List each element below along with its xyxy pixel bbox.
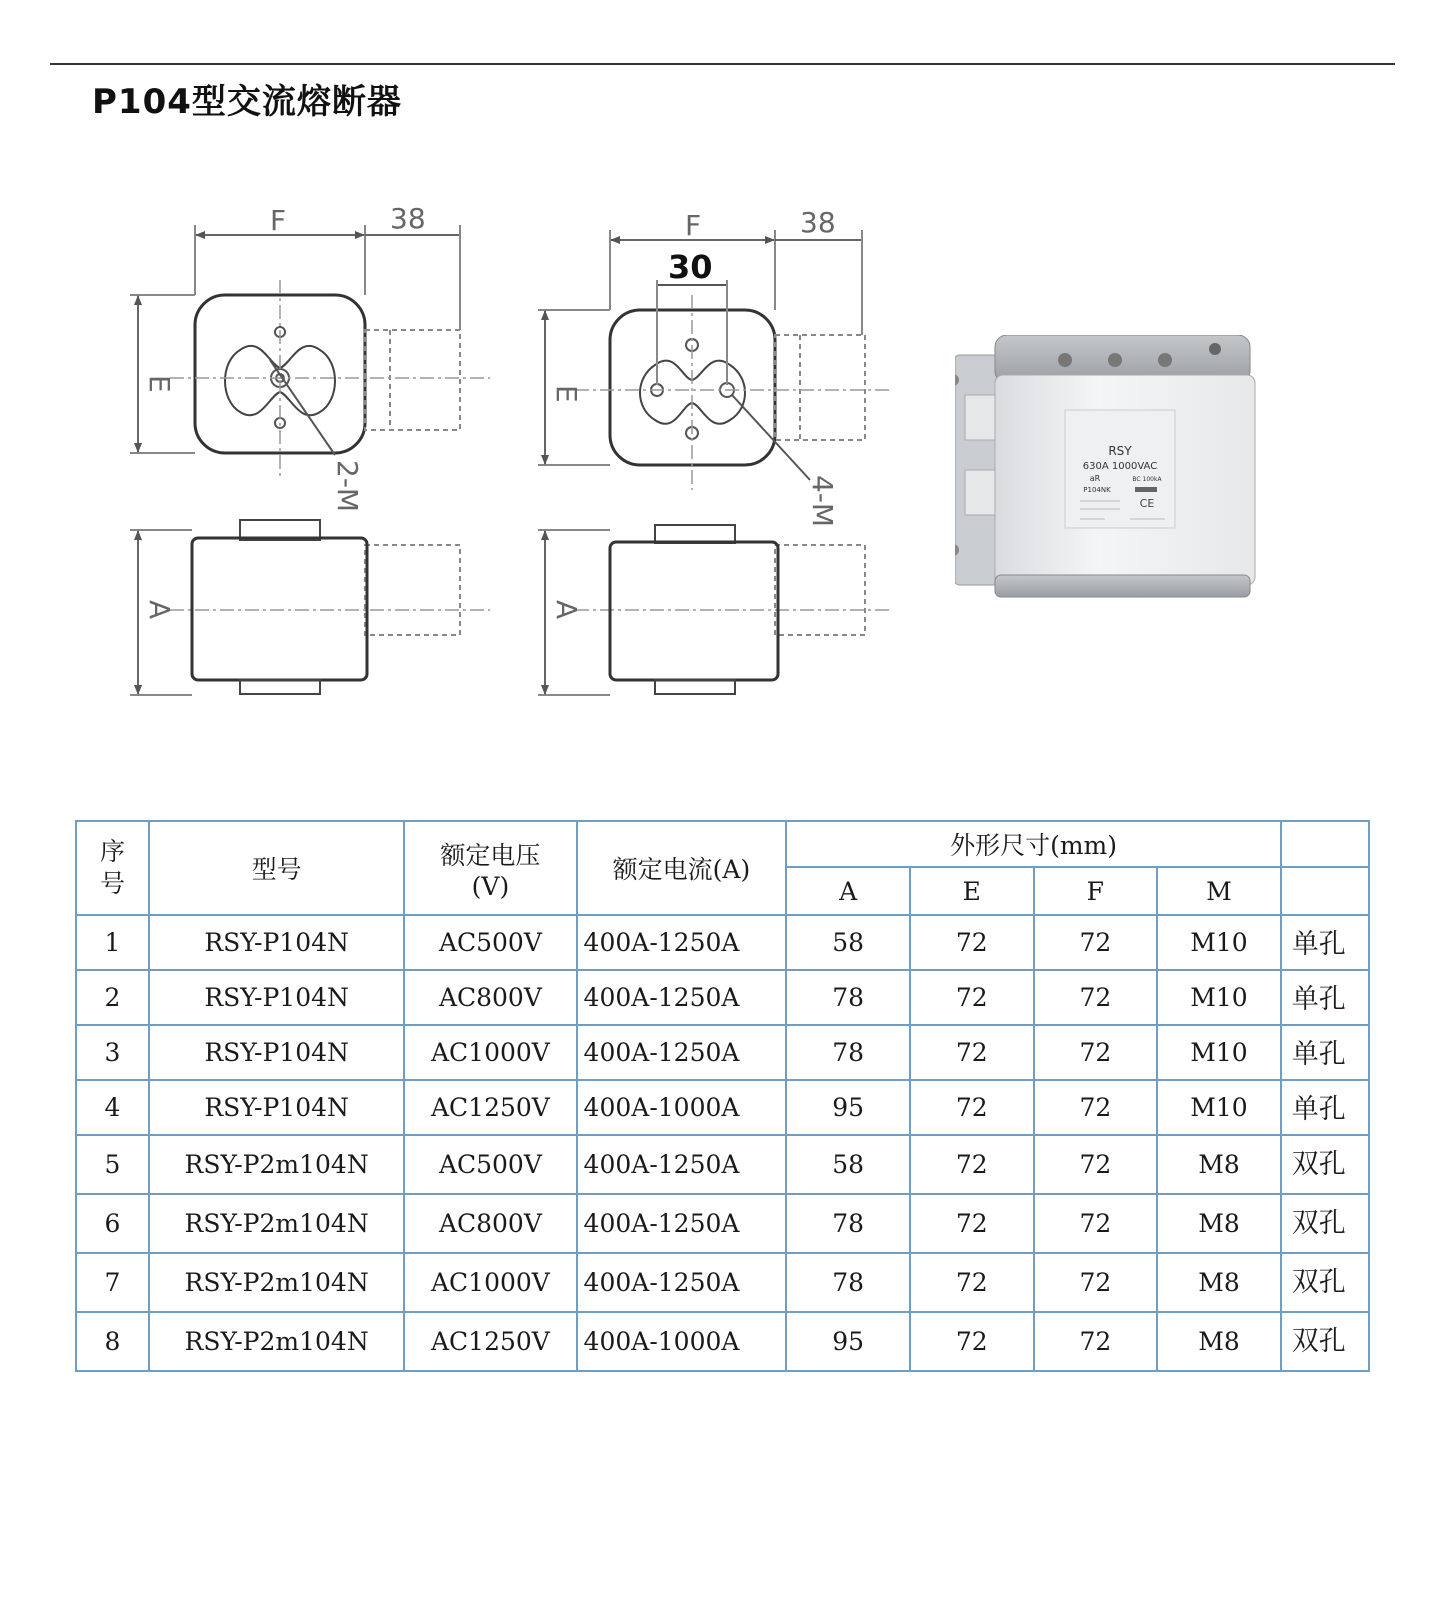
row-voltage: AC1000V (404, 1025, 576, 1080)
row-model: RSY-P104N (149, 1025, 404, 1080)
row-dim-m: M8 (1157, 1194, 1281, 1253)
fuse-photo (955, 335, 1275, 605)
table-row (76, 1080, 1369, 1135)
left-dim-a: A (143, 600, 176, 620)
photo-model: P104NK (1083, 486, 1111, 494)
row-dim-f: 72 (1034, 970, 1158, 1025)
row-index: 5 (76, 1135, 149, 1194)
photo-breaking: BC 100kA (1132, 476, 1162, 483)
row-dim-f: 72 (1034, 1194, 1158, 1253)
row-dim-m: M10 (1157, 1025, 1281, 1080)
row-model: RSY-P2m104N (149, 1312, 404, 1371)
row-dim-e: 72 (910, 1312, 1034, 1371)
row-note: 双孔 (1281, 1312, 1369, 1371)
row-dim-f: 72 (1034, 1135, 1158, 1194)
top-rule (50, 63, 1395, 65)
header-note-bottom (1281, 867, 1369, 915)
table-row (76, 970, 1369, 1025)
row-dim-f: 72 (1034, 1253, 1158, 1312)
row-dim-a: 58 (786, 1135, 910, 1194)
left-hole-label: 2-M (331, 460, 364, 513)
row-model: RSY-P104N (149, 970, 404, 1025)
row-dim-e: 72 (910, 1135, 1034, 1194)
row-current: 400A-1250A (577, 1025, 787, 1080)
header-dim-e: E (910, 867, 1034, 915)
left-dim-f: F (270, 204, 287, 237)
row-dim-m: M10 (1157, 915, 1281, 970)
row-voltage: AC1000V (404, 1253, 576, 1312)
page-title: P104型交流熔断器 (92, 82, 402, 122)
table-header-row (76, 821, 1369, 867)
row-dim-f: 72 (1034, 1312, 1158, 1371)
row-dim-a: 78 (786, 1025, 910, 1080)
row-index: 2 (76, 970, 149, 1025)
spec-table (75, 820, 1370, 1372)
row-index: 3 (76, 1025, 149, 1080)
row-note: 单孔 (1281, 1025, 1369, 1080)
header-index: 序号 (76, 821, 149, 915)
left-dim-e: E (143, 375, 176, 393)
header-dims: 外形尺寸(mm) (786, 821, 1281, 867)
row-voltage: AC500V (404, 915, 576, 970)
row-index: 8 (76, 1312, 149, 1371)
row-dim-e: 72 (910, 1080, 1034, 1135)
photo-brand: RSY (1108, 444, 1132, 458)
table-row (76, 1312, 1369, 1371)
row-note: 单孔 (1281, 970, 1369, 1025)
row-dim-a: 58 (786, 915, 910, 970)
table-row (76, 915, 1369, 970)
header-current: 额定电流(A) (577, 821, 787, 915)
row-voltage: AC800V (404, 970, 576, 1025)
row-dim-m: M10 (1157, 970, 1281, 1025)
row-model: RSY-P104N (149, 915, 404, 970)
row-dim-f: 72 (1034, 1025, 1158, 1080)
right-dim-f: F (685, 209, 702, 242)
row-dim-e: 72 (910, 1025, 1034, 1080)
row-model: RSY-P2m104N (149, 1253, 404, 1312)
row-current: 400A-1250A (577, 915, 787, 970)
row-current: 400A-1000A (577, 1080, 787, 1135)
row-current: 400A-1250A (577, 1194, 787, 1253)
row-dim-a: 95 (786, 1080, 910, 1135)
row-dim-a: 78 (786, 1253, 910, 1312)
row-dim-m: M8 (1157, 1312, 1281, 1371)
table-row (76, 1253, 1369, 1312)
row-dim-a: 78 (786, 1194, 910, 1253)
right-hole-label: 4-M (806, 475, 839, 528)
header-dim-m: M (1157, 867, 1281, 915)
photo-class: aR (1089, 474, 1101, 483)
row-dim-f: 72 (1034, 915, 1158, 970)
row-dim-m: M8 (1157, 1135, 1281, 1194)
photo-rating: 630A 1000VAC (1082, 461, 1158, 472)
row-voltage: AC1250V (404, 1080, 576, 1135)
row-index: 1 (76, 915, 149, 970)
row-note: 单孔 (1281, 1080, 1369, 1135)
row-dim-m: M8 (1157, 1253, 1281, 1312)
row-current: 400A-1250A (577, 970, 787, 1025)
row-dim-f: 72 (1034, 1080, 1158, 1135)
row-voltage: AC500V (404, 1135, 576, 1194)
row-index: 7 (76, 1253, 149, 1312)
row-voltage: AC1250V (404, 1312, 576, 1371)
row-model: RSY-P2m104N (149, 1135, 404, 1194)
row-model: RSY-P2m104N (149, 1194, 404, 1253)
header-dim-f: F (1034, 867, 1158, 915)
row-current: 400A-1000A (577, 1312, 787, 1371)
row-dim-e: 72 (910, 915, 1034, 970)
table-row (76, 1025, 1369, 1080)
row-index: 6 (76, 1194, 149, 1253)
row-note: 双孔 (1281, 1135, 1369, 1194)
row-voltage: AC800V (404, 1194, 576, 1253)
right-dim-38: 38 (800, 206, 836, 239)
row-current: 400A-1250A (577, 1253, 787, 1312)
table-row (76, 1194, 1369, 1253)
left-dim-38: 38 (390, 202, 426, 235)
row-current: 400A-1250A (577, 1135, 787, 1194)
table-row (76, 1135, 1369, 1194)
row-note: 双孔 (1281, 1194, 1369, 1253)
row-dim-e: 72 (910, 970, 1034, 1025)
right-dim-e: E (550, 385, 583, 403)
ce-mark-icon: CE (1139, 497, 1155, 510)
row-dim-a: 78 (786, 970, 910, 1025)
row-dim-m: M10 (1157, 1080, 1281, 1135)
row-dim-a: 95 (786, 1312, 910, 1371)
row-index: 4 (76, 1080, 149, 1135)
header-dim-a: A (786, 867, 910, 915)
dimension-drawing (120, 190, 920, 720)
right-dim-a: A (550, 600, 583, 620)
row-note: 双孔 (1281, 1253, 1369, 1312)
row-dim-e: 72 (910, 1194, 1034, 1253)
header-note-top (1281, 821, 1369, 867)
header-model: 型号 (149, 821, 404, 915)
right-dim-30: 30 (668, 248, 713, 286)
row-note: 单孔 (1281, 915, 1369, 970)
row-dim-e: 72 (910, 1253, 1034, 1312)
header-voltage: 额定电压 (V) (404, 821, 576, 915)
row-model: RSY-P104N (149, 1080, 404, 1135)
